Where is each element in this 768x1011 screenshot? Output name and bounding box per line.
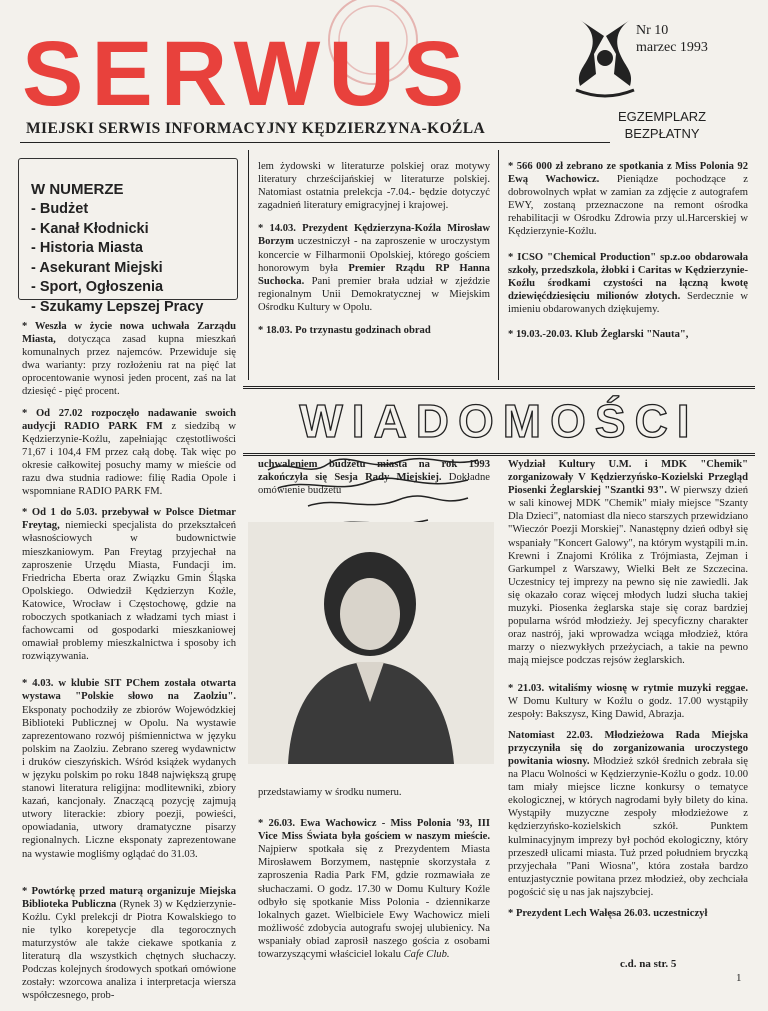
masthead-title: SERWUS <box>22 23 473 125</box>
section-banner <box>243 386 755 456</box>
contents-item: - Asekurant Miejski <box>31 259 163 276</box>
column-divider <box>248 150 249 380</box>
contents-list <box>19 200 237 317</box>
masthead-rule <box>20 142 610 143</box>
article-icso: * ICSO "Chemical Production" sp.z.oo obdarowała szkoły, przedszkola, żłobki i Caritas w Kędzierzynie-Koźlu środkami czystości na łączną kwotę dziewięćdziesięciu milionów złotych. Serdecznie w imieniu obdarowanych dziękujemy. <box>508 251 748 315</box>
city-crest-icon <box>566 14 644 98</box>
column-right-bottom <box>508 458 748 928</box>
article-concert: * 14.03. Prezydent Kędzierzyna-Koźla Mirosław Borzym uczestniczył - na zaproszenie w uroczystym koncercie w Filharmonii Opolskiej, którego gościem honorowym była Premier Rządu RP Hanna Suchocka. Pani premier brała udział w zjeździe regionalnym Unii Demokratycznej w Miejskim Ośrodku Kultury w Opolu. <box>258 223 490 313</box>
contents-item: - Kanał Kłodnicki <box>31 220 149 237</box>
article-matura: * Powtórkę przed maturą organizuje Miejska Biblioteka Publiczna (Rynek 3) w Kędzierzynie-Koźlu. Cykl prelekcji dr Piotra Kowalskiego to nie tylko korepetycje dla tegorocznych maturzystów ale także ciekawe spotkania z literaturą dla wszystkich chętnych słuchaczy. Podczas kolejnych środowych spotkań omówione zostały: wzorcowa analiza i interpretacja wiersza współczesnego, prob- <box>22 885 236 1002</box>
contents-item: - Sport, Ogłoszenia <box>31 279 164 295</box>
article-housing: * Weszła w życie nowa uchwała Zarządu Miasta, dotycząca zasad kupna mieszkań komunalnych przez najemców. Przewiduje się dwa warianty: przy rozłożeniu rat na pięć lat oprocentowanie wynosi jeden procent, zaś na lat dziesięć - pięć procent. <box>22 321 236 398</box>
contents-heading: W NUMERZE <box>31 181 124 198</box>
article-miss-polonia: * 26.03. Ewa Wachowicz - Miss Polonia '93, III Vice Miss Świata była gościem w naszym mieście. Najpierw spotkała się z Prezydentem Miasta Mirosławem Borzymem, następnie skorzystała z zaproszenia Radia Park FM, gdzie rozmawiała ze słuchaczami. O godz. 17.30 w Domu Kultury Koźle odbyło się spotkanie Miss Polonia - dziennikarze lokalnych gazet. Wielbiciele Ewy Wachowicz mieli możliwość zdobycia autografu swojej ulubienicy. Na wspaniały obiad zaprosił naszego gościa z osobami towarzyszącymi właściciel lokalu Cafe Club. <box>258 818 490 961</box>
article-nauta-start: * 19.03.-20.03. Klub Żeglarski "Nauta", <box>508 329 689 341</box>
article-szanty: Wydział Kultury U.M. i MDK "Chemik" zorganizowały V Kędzierzyńsko-Kozielski Przegląd Piosenki Żeglarskiej "Szantki 93". W pierwszy dzień w sali kinowej MDK "Chemik" miały miejsce "Szanty Dla Dzieci", natomiast dla nieco starszych przewidziano "Wieczór Poezji Morskiej". Nanastępny dzień odbył się wspaniały "Koncert Galowy", na którym wystąpili m.in. Krewni i Znajomi Królika z Trójmiasta, Zejman i Garkumpel z Warszawy, Wielki Bełt ze Szczecina. Uczestnicy tej imprezy na pewno się nie zawiedli. Jak się okazało coraz więcej młodych ludzi słucha takiej muzyki. Piosenka żeglarska staje się coraz bardziej popularna wśród młodzieży. Jej specyficzny charakter oraz nastrój, jaki wprowadza wciąga młodzież, która marzy o niezwykłych przeżyciach, a takie na pewno mają miejsce podczas rejsów żeglarskich. <box>508 459 748 667</box>
article-spring: Natomiast 22.03. Młodzieżowa Rada Miejska przyczyniła się do zorganizowania uroczystego powitania wiosny. Młodzież szkół średnich zebrała się na Placu Wolności w Kędzierzynie-Koźlu o godz. 10.00 tam miały miejsce liczne konkursy o tematyce ekologicznej, w których nagrodami były bilety do kina. Wystąpiły muzyczne zespoły młodzieżowe z kędzierzyńsko-kozielskich szkół. Punktem kulminacyjnym imprezy był pochód ekologiczny, który przeszedł ulicami miasta. Tuż przed południem bryczką przyjechała "Pani Wiosna", która została bardzo entuzjastycznie powitana przez młodzież, oby zechciała pogościć się u nas jak najszybciej. <box>508 729 749 898</box>
column-divider <box>498 150 499 380</box>
portrait-photo <box>248 522 494 764</box>
page-number: 1 <box>736 972 742 984</box>
contents-item: - Historia Miasta <box>31 240 143 256</box>
column-left <box>22 320 236 1011</box>
column-right-top <box>508 160 748 349</box>
column-middle-top <box>258 160 490 345</box>
article-exhibition: * 4.03. w klubie SIT PChem została otwarta wystawa "Polskie słowo na Zaolziu". Eksponaty pochodziły ze zbiorów Wojewódzkiej Biblioteki Publicznej w Opolu. Na wystawie zaprezentowano rozwój piśmiennictwa w języku polskim na Zaolziu. Zebrano szereg wydawnictw i druków cieszyńskich. Wśród książek wydanych w języku polskim po roku 1848 największą grupę stanowi literatura religijna: modlitewniki, zbiory kazań, kancjonały. Znaczącą pozycję zajmują utwory literackie: zbiory poezji, powieści, opowiadania, utwory dramatyczne pisarzy regionalnych. Liczne eksponaty zaprezentowane na wystawie mogliśmy oglądać do 31.03. <box>22 678 236 860</box>
article-budget: uchwaleniem budżetu miasta na rok 1993 zakończyła się Sesja Rady Miejskiej. Dokładne omówienie budżetu <box>258 459 490 497</box>
article-freytag: * Od 1 do 5.03. przebywał w Polsce Dietmar Freytag, niemiecki specjalista do przekształceń własnościowych w budownictwie mieszkaniowym. Pan Freytag przyjechał na zaproszenie Urzędu Miasta, Fundacji im. Friedricha Eberta oraz Związku Gmin Śląska Opolskiego. Odwiedził Kędzierzyn Koźle, Katowice, Wrocław i Częstochowę, gdzie na roboczych spotkaniach z władzami tych miast i fachowcami od gospodarki mieszkaniowej omawiał problemy mieszkalnictwa i sposoby ich rozwiązywania. <box>22 507 236 663</box>
contents-item: - Budżet <box>31 201 89 217</box>
contents-box <box>18 158 238 315</box>
continued-note: c.d. na str. 5 <box>620 958 677 970</box>
photo-caption: przedstawiamy w środku numeru. <box>258 787 402 798</box>
article-session-start: * 18.03. Po trzynastu godzinach obrad <box>258 325 431 337</box>
free-copy-label <box>618 108 706 142</box>
article-radio: * Od 27.02 rozpoczęło nadawanie swoich audycji RADIO PARK FM z siedzibą w Kędzierzynie-Koźlu, zapełniając częstotliwości 71,67 i 104,4 FM przez całą dobę. Tak więc po okresie całkowitej posuchy mamy w mieście od razu dwa studnia radiowe: filię Radia Opole i wspomniane RADIO PARK FM. <box>22 407 236 498</box>
column-middle-lower <box>258 786 490 969</box>
free-copy-line1: EGZEMPLARZ <box>618 109 707 124</box>
issue-date: marzec 1993 <box>636 40 708 55</box>
masthead-subtitle: MIEJSKI SERWIS INFORMACYJNY KĘDZIERZYNA-KOŹLA <box>26 120 486 137</box>
article-reggae: * 21.03. witaliśmy wiosnę w rytmie muzyki reggae. W Domu Kultury w Koźlu o godz. 17.00 wystąpiły zespoły: Bakszysz, King Dawid, Abrazja. <box>508 682 748 720</box>
free-copy-line2: BEZPŁATNY <box>624 126 700 141</box>
article-donation: * 566 000 zł zebrano ze spotkania z Miss Polonia 92 Ewą Wachowicz. Pieniądze pochodzące z dobrowolnych wpłat w zamian za zdjęcie z autografem EWY, zostaną przeznaczone na remont ośrodka rehabilitacji w Ośrodku Zdrowia przy ul.Harcerskiej w Kędzierzynie-Koźlu. <box>508 161 748 238</box>
section-banner-title: WIADOMOŚCI <box>299 395 699 447</box>
article-literature: lem żydowski w literaturze polskiej oraz motywy literatury chrześcijańskiej w literaturze polskiej. Natomiast ostatnia prelekcja -7.04.- będzie dotyczyć zagadnień literatury emigracyjnej i krajowej. <box>258 161 490 212</box>
contents-item: - Szukamy Lepszej Pracy <box>31 298 204 315</box>
article-walesa: * Prezydent Lech Wałęsa 26.03. uczestniczył <box>508 908 708 919</box>
issue-number: Nr 10 <box>636 23 669 38</box>
issue-info <box>636 22 708 56</box>
